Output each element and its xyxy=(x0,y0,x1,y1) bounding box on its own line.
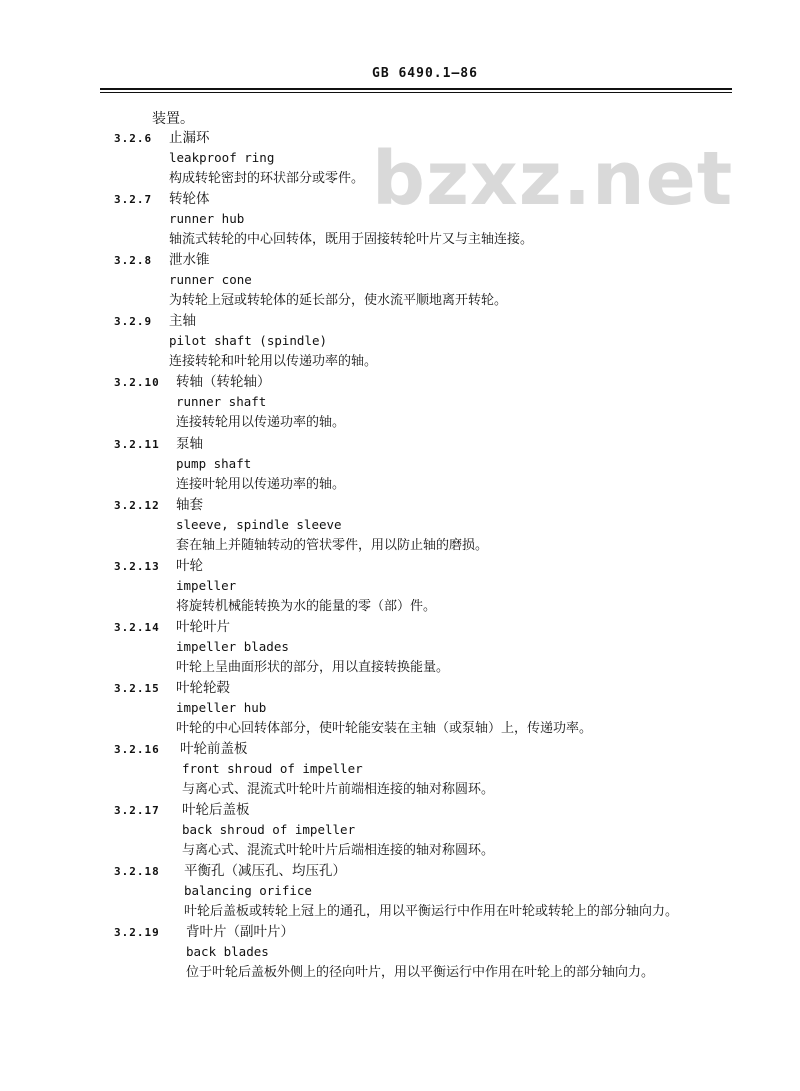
watermark: bzxz.net xyxy=(372,136,734,222)
term-chinese: 叶轮后盖板 xyxy=(182,802,250,818)
term-english: sleeve, spindle sleeve xyxy=(176,517,342,532)
term-chinese: 平衡孔（减压孔、均压孔） xyxy=(184,863,346,879)
term-number: 3.2.15 xyxy=(114,682,160,695)
term-definition: 叶轮的中心回转体部分，使叶轮能安装在主轴（或泵轴）上，传递功率。 xyxy=(176,721,593,736)
term-chinese: 转轴（转轮轴） xyxy=(176,374,271,390)
term-english: balancing orifice xyxy=(184,883,312,898)
term-english: runner hub xyxy=(169,211,245,226)
term-english: pump shaft xyxy=(176,456,252,471)
term-chinese: 叶轮 xyxy=(176,558,203,574)
term-definition: 套在轴上并随轴转动的管状零件，用以防止轴的磨损。 xyxy=(176,538,489,553)
term-definition: 轴流式转轮的中心回转体，既用于固接转轮叶片又与主轴连接。 xyxy=(169,232,534,247)
term-number: 3.2.16 xyxy=(114,743,160,756)
term-chinese: 轴套 xyxy=(176,497,203,513)
term-chinese: 转轮体 xyxy=(169,191,210,207)
term-definition: 将旋转机械能转换为水的能量的零（部）件。 xyxy=(176,599,437,614)
header-rule-thin xyxy=(100,92,732,93)
term-number: 3.2.18 xyxy=(114,865,160,878)
term-chinese: 泵轴 xyxy=(176,436,203,452)
term-number: 3.2.12 xyxy=(114,499,160,512)
term-english: pilot shaft (spindle) xyxy=(169,333,328,348)
term-definition: 连接叶轮用以传递功率的轴。 xyxy=(176,477,346,492)
term-english: runner cone xyxy=(169,272,252,287)
term-chinese: 叶轮前盖板 xyxy=(180,741,248,757)
term-definition: 连接转轮用以传递功率的轴。 xyxy=(176,415,346,430)
term-english: impeller hub xyxy=(176,700,267,715)
term-definition: 与离心式、混流式叶轮叶片前端相连接的轴对称圆环。 xyxy=(182,782,495,797)
term-number: 3.2.6 xyxy=(114,132,153,145)
term-number: 3.2.7 xyxy=(114,193,153,206)
term-english: impeller xyxy=(176,578,237,593)
term-chinese: 泄水锥 xyxy=(169,252,210,268)
standard-code-header: GB 6490.1—86 xyxy=(372,66,478,81)
term-number: 3.2.11 xyxy=(114,438,160,451)
term-definition: 叶轮上呈曲面形状的部分，用以直接转换能量。 xyxy=(176,660,450,675)
term-number: 3.2.10 xyxy=(114,376,160,389)
term-number: 3.2.17 xyxy=(114,804,160,817)
continued-text: 装置。 xyxy=(152,111,194,127)
term-number: 3.2.19 xyxy=(114,926,160,939)
term-english: back blades xyxy=(186,944,269,959)
term-definition: 位于叶轮后盖板外侧上的径向叶片，用以平衡运行中作用在叶轮上的部分轴向力。 xyxy=(186,965,655,980)
term-number: 3.2.8 xyxy=(114,254,153,267)
term-chinese: 叶轮轮毂 xyxy=(176,680,230,696)
term-definition: 构成转轮密封的环状部分或零件。 xyxy=(169,171,365,186)
term-number: 3.2.14 xyxy=(114,621,160,634)
term-definition: 与离心式、混流式叶轮叶片后端相连接的轴对称圆环。 xyxy=(182,843,495,858)
term-english: runner shaft xyxy=(176,394,267,409)
term-number: 3.2.13 xyxy=(114,560,160,573)
term-definition: 叶轮后盖板或转轮上冠上的通孔，用以平衡运行中作用在叶轮或转轮上的部分轴向力。 xyxy=(184,904,679,919)
term-chinese: 叶轮叶片 xyxy=(176,619,230,635)
term-definition: 连接转轮和叶轮用以传递功率的轴。 xyxy=(169,354,378,369)
term-english: back shroud of impeller xyxy=(182,822,356,837)
term-definition: 为转轮上冠或转轮体的延长部分，使水流平顺地离开转轮。 xyxy=(169,293,508,308)
term-number: 3.2.9 xyxy=(114,315,153,328)
term-english: impeller blades xyxy=(176,639,289,654)
term-chinese: 背叶片（副叶片） xyxy=(186,924,294,940)
term-english: front shroud of impeller xyxy=(182,761,363,776)
header-rule xyxy=(100,88,732,90)
term-chinese: 主轴 xyxy=(169,313,196,329)
term-english: leakproof ring xyxy=(169,150,275,165)
term-chinese: 止漏环 xyxy=(169,130,210,146)
